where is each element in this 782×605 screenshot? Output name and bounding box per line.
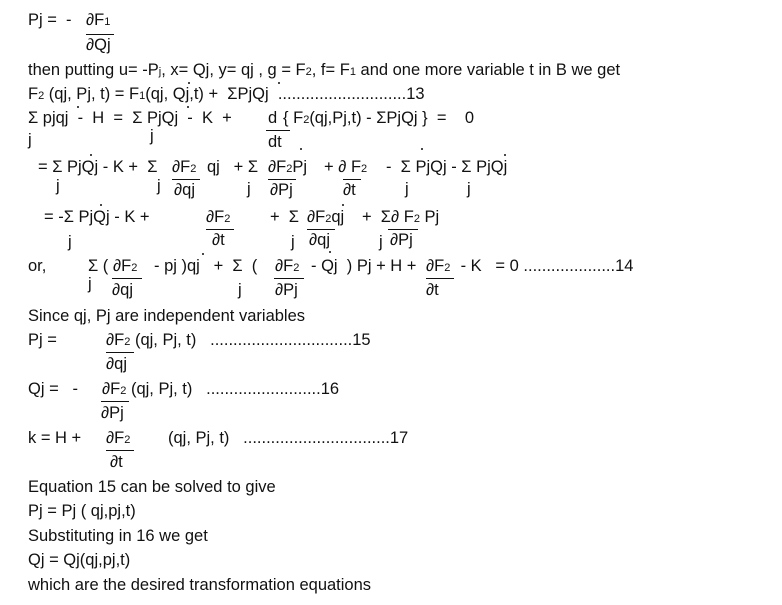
eq-text: ∂F2 (qj, Pj, t) ...............................15 xyxy=(106,331,371,349)
eq-text: = Σ PjQj - K + Σ xyxy=(38,158,158,176)
fraction-bar xyxy=(112,278,142,279)
eq-13: F2 (qj, Pj, t) = F1(qj, Qj,t) + ΣPjQj ............................13 xyxy=(28,85,425,103)
overdot xyxy=(300,148,302,150)
fraction-bar xyxy=(172,179,200,180)
eq-text: j xyxy=(157,177,161,195)
eq-text: Pj = - xyxy=(28,11,72,29)
fraction-bar xyxy=(268,179,296,180)
eq-text: ∂qj xyxy=(112,281,133,299)
eq-text: ∂F2 xyxy=(172,158,197,176)
eq-text: ∂F2 xyxy=(426,257,451,275)
eq-text: Σ ( xyxy=(88,257,109,275)
eq-text: ∂F2 xyxy=(106,429,131,447)
overdot xyxy=(187,106,189,108)
fraction-bar xyxy=(343,179,361,180)
eq-text: j xyxy=(238,281,242,299)
eq-text: = -Σ PjQj - K + xyxy=(44,208,150,226)
eq-text: ∂t xyxy=(110,453,123,471)
eq-text: ∂F2 xyxy=(206,208,231,226)
eq-text: - Qj ) Pj + H + xyxy=(311,257,417,275)
eq-text: ∂F2 xyxy=(113,257,138,275)
fraction-bar xyxy=(388,229,418,230)
eq-text: j xyxy=(150,127,154,145)
text-line: Pj = Pj ( qj,pj,t) xyxy=(28,502,136,520)
fraction-bar xyxy=(106,450,134,451)
fraction-bar xyxy=(101,401,129,402)
eq-text: ∂qj xyxy=(174,181,195,199)
eq-text: d xyxy=(268,109,278,127)
eq-text: + Σ xyxy=(270,208,300,226)
overdot xyxy=(504,154,506,156)
eq-text: or, xyxy=(28,257,47,275)
eq-text: ∂qj xyxy=(106,355,127,373)
eq-text: j xyxy=(379,233,383,251)
fraction-bar xyxy=(274,278,304,279)
eq-text: k = H + xyxy=(28,429,82,447)
overdot xyxy=(329,251,331,253)
eq-text: Σ pjqj - H = Σ PjQj - K + xyxy=(28,109,232,127)
eq-text: j xyxy=(56,177,60,195)
eq-text: Pj = xyxy=(28,331,57,349)
fraction-bar xyxy=(106,352,134,353)
eq-text: ∂Pj xyxy=(390,231,413,249)
overdot xyxy=(188,82,190,84)
fraction-bar xyxy=(307,229,335,230)
eq-text: { F2(qj,Pj,t) - ΣPjQj } = 0 xyxy=(283,109,475,127)
eq-text: + ∂ F2 xyxy=(324,158,368,176)
eq-text: - pj )qj + Σ ( xyxy=(154,257,258,275)
eq-text: ∂qj xyxy=(309,231,330,249)
overdot xyxy=(421,148,423,150)
eq-text: ∂Pj xyxy=(270,181,293,199)
fraction-bar xyxy=(206,229,234,230)
overdot xyxy=(90,154,92,156)
eq-text: j xyxy=(291,233,295,251)
eq-text: j xyxy=(28,131,32,149)
eq-text: j xyxy=(405,180,409,198)
eq-text: j xyxy=(247,180,251,198)
eq-text: qj + Σ xyxy=(207,158,259,176)
eq-text: ∂Pj xyxy=(275,281,298,299)
eq-text: ∂F2 (qj, Pj, t) .........................16 xyxy=(102,380,340,398)
eq-text: Qj = - xyxy=(28,380,78,398)
text-line: Equation 15 can be solved to give xyxy=(28,478,276,496)
eq-text: (qj, Pj, t) ................................17 xyxy=(168,429,409,447)
overdot xyxy=(77,106,79,108)
fraction-bar xyxy=(426,278,454,279)
fraction-bar xyxy=(266,130,290,131)
text-line: which are the desired transformation equations xyxy=(28,576,372,594)
eq-text: ∂Pj xyxy=(101,404,124,422)
text-line: then putting u= -Pj, x= Qj, y= qj , g = F2, f= F1 and one more variable t in B we get xyxy=(28,61,621,79)
eq-text: ∂F2Pj xyxy=(268,158,308,176)
eq-text: j xyxy=(467,180,471,198)
text-line: Qj = Qj(qj,pj,t) xyxy=(28,551,131,569)
eq-text: ∂F1 xyxy=(86,11,111,29)
eq-text: ∂Qj xyxy=(86,36,111,54)
eq-text: ∂F2qj xyxy=(307,208,345,226)
fraction-bar xyxy=(86,34,114,35)
eq-text: j xyxy=(68,233,72,251)
eq-text: ∂t xyxy=(343,181,356,199)
eq-text: - Σ PjQj - Σ PjQj xyxy=(386,158,508,176)
overdot xyxy=(202,253,204,255)
eq-text: dt xyxy=(268,133,282,151)
overdot xyxy=(100,204,102,206)
text-line: Substituting in 16 we get xyxy=(28,527,208,545)
eq-text: ∂t xyxy=(426,281,439,299)
text-line: Since qj, Pj are independent variables xyxy=(28,307,306,325)
eq-text: ∂t xyxy=(212,231,225,249)
eq-text: - K = 0 ....................14 xyxy=(456,257,634,275)
eq-text: j xyxy=(88,275,92,293)
overdot xyxy=(278,82,280,84)
eq-text: ∂F2 xyxy=(275,257,300,275)
eq-text: + Σ∂ F2 Pj xyxy=(362,208,440,226)
overdot xyxy=(342,204,344,206)
